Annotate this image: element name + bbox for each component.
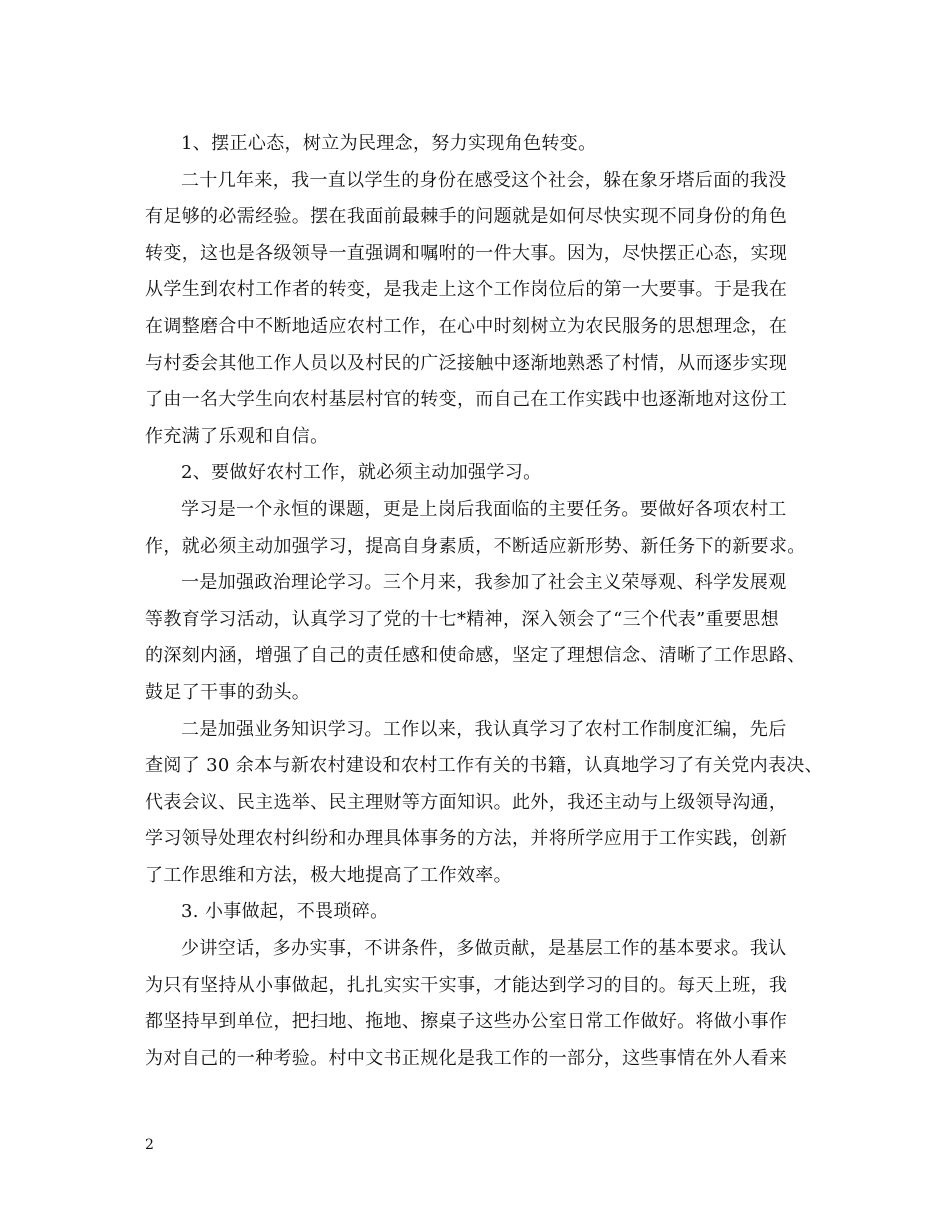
document-body <box>145 126 823 1077</box>
text-line: 从学生到农村工作者的转变，是我走上这个工作岗位后的第一大要事。于是我在 <box>145 279 788 301</box>
text-line: 2、要做好农村工作，就必须主动加强学习。 <box>181 462 542 484</box>
text-line: 代表会议、民主选举、民主理财等方面知识。此外，我还主动与上级领导沟通， <box>145 791 788 813</box>
text-line: 与村委会其他工作人员以及村民的广泛接触中逐渐地熟悉了村情，从而逐步实现 <box>145 352 788 374</box>
text-line: 查阅了 30 余本与新农村建设和农村工作有关的书籍，认真地学习了有关党内表决、 <box>145 755 823 777</box>
text-line: 学习是一个永恒的课题，更是上岗后我面临的主要任务。要做好各项农村工 <box>181 498 787 520</box>
text-line: 一是加强政治理论学习。三个月来，我参加了社会主义荣辱观、科学发展观 <box>181 572 787 594</box>
text-line: 为对自己的一种考验。村中文书正规化是我工作的一部分，这些事情在外人看来 <box>145 1047 788 1069</box>
text-line: 作充满了乐观和自信。 <box>145 425 329 447</box>
text-line: 二是加强业务知识学习。工作以来，我认真学习了农村工作制度汇编，先后 <box>181 718 787 740</box>
page-number: 2 <box>145 1137 154 1153</box>
text-line: 在调整磨合中不断地适应农村工作，在心中时刻树立为农民服务的思想理念，在 <box>145 315 788 337</box>
text-line: 作，就必须主动加强学习，提高自身素质，不断适应新形势、新任务下的新要求。 <box>145 535 806 557</box>
text-line: 的深刻内涵，增强了自己的责任感和使命感，坚定了理想信念、清晰了工作思路、 <box>145 645 806 667</box>
text-line: 鼓足了干事的劲头。 <box>145 681 311 703</box>
text-line: 转变，这也是各级领导一直强调和嘱咐的一件大事。因为，尽快摆正心态，实现 <box>145 242 788 264</box>
text-line: 了由一名大学生向农村基层村官的转变，而自己在工作实践中也逐渐地对这份工 <box>145 389 788 411</box>
text-line: 了工作思维和方法，极大地提高了工作效率。 <box>145 864 512 886</box>
text-line: 有足够的必需经验。摆在我面前最棘手的问题就是如何尽快实现不同身份的角色 <box>145 206 788 228</box>
text-line: 为只有坚持从小事做起，扎扎实实干实事，才能达到学习的目的。每天上班，我 <box>145 974 788 996</box>
text-line: 等教育学习活动，认真学习了党的十七*精神，深入领会了“三个代表”重要思想 <box>145 608 780 630</box>
text-line: 1、摆正心态，树立为民理念，努力实现角色转变。 <box>181 133 597 154</box>
text-line: 3. 小事做起，不畏琐碎。 <box>181 901 389 923</box>
text-line: 少讲空话，多办实事，不讲条件，多做贡献，是基层工作的基本要求。我认 <box>181 938 787 960</box>
text-line: 都坚持早到单位，把扫地、拖地、擦桌子这些办公室日常工作做好。将做小事作 <box>145 1011 788 1033</box>
text-line: 学习领导处理农村纠纷和办理具体事务的方法，并将所学应用于工作实践，创新 <box>145 828 788 850</box>
text-line: 二十几年来，我一直以学生的身份在感受这个社会，躲在象牙塔后面的我没 <box>181 169 787 191</box>
